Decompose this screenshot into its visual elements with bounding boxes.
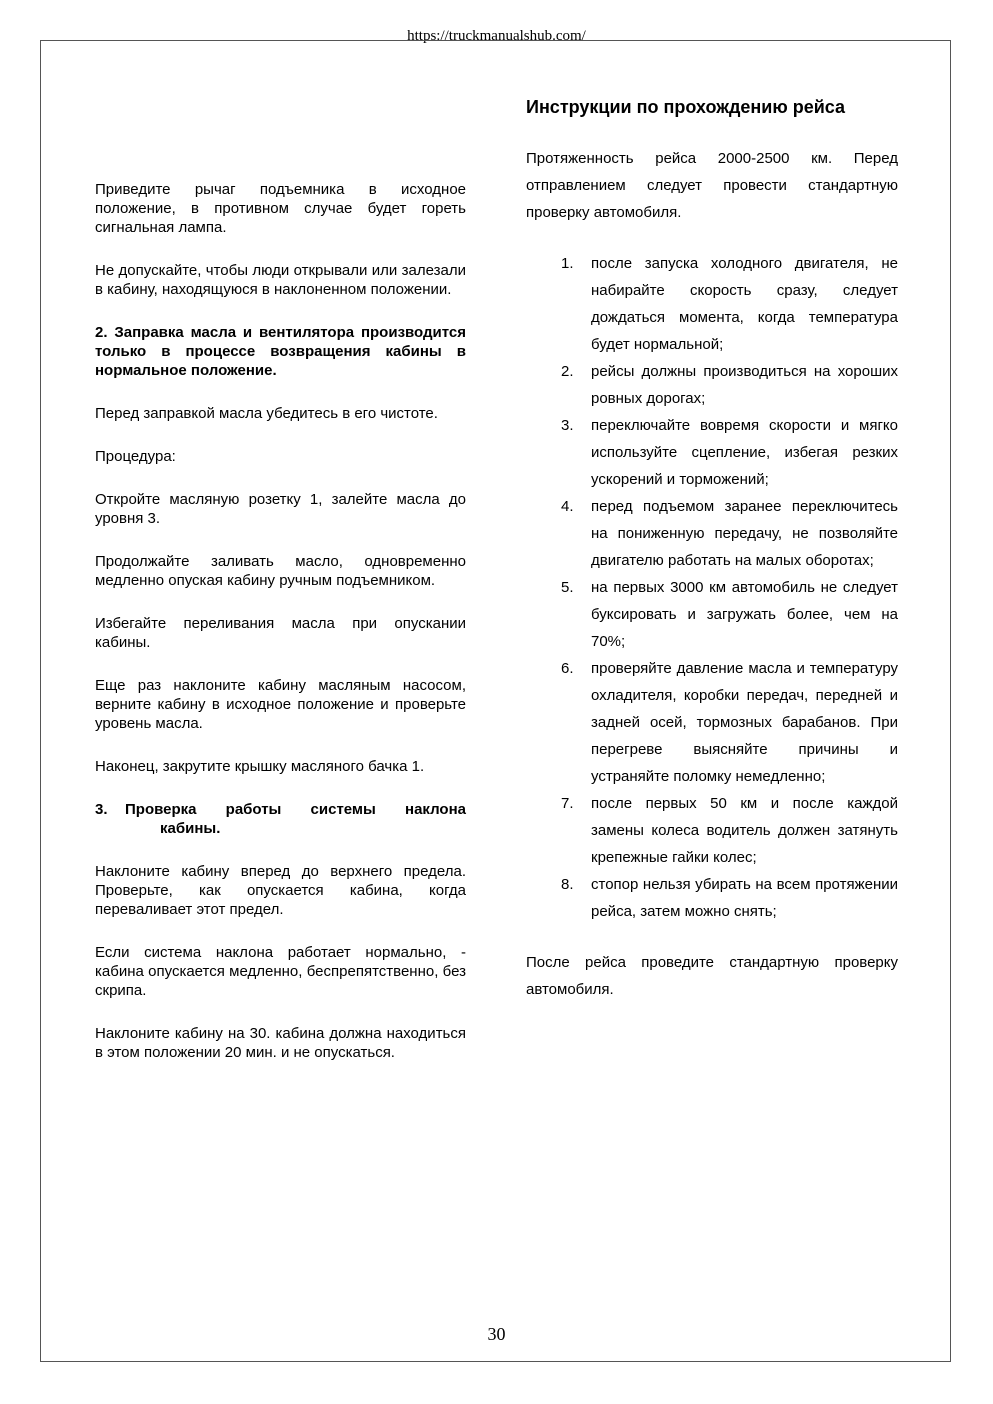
list-item <box>526 250 898 358</box>
right-column <box>526 95 898 1003</box>
list-item-text: стопор нельзя убирать на всем протяжении рейса, затем можно снять; <box>591 876 898 920</box>
list-item-number: 7. <box>561 795 574 812</box>
list-item-text: на первых 3000 км автомобиль не следует буксировать и загружать более, чем на 70%; <box>591 579 898 650</box>
list-item-number: 5. <box>561 579 574 596</box>
instruction-list <box>526 250 898 925</box>
paragraph-oil-check: Перед заправкой масла убедитесь в его чистоте. <box>95 405 438 422</box>
paragraph-procedure: Процедура: <box>95 448 176 465</box>
list-item-text: переключайте вовремя скорости и мягко используйте сцепление, избегая резких ускорений и торможений; <box>591 417 898 488</box>
outro-paragraph: После рейса проведите стандартную проверку автомобиля. <box>526 954 898 998</box>
section-title: Инструкции по прохождению рейса <box>526 97 846 117</box>
paragraph-lever: Приведите рычаг подъемника в исходное положение, в противном случае будет гореть сигнальная лампа. <box>95 181 466 236</box>
list-item <box>526 358 898 412</box>
paragraph-step-1: Откройте масляную розетку 1, залейте масла до уровня 3. <box>95 491 466 527</box>
section-3-heading <box>95 800 466 838</box>
list-item <box>526 574 898 655</box>
paragraph-step-2: Продолжайте заливать масло, одновременно медленно опуская кабину ручным подъемником. <box>95 553 466 589</box>
list-item-text: после запуска холодного двигателя, не набирайте скорость сразу, следует дождаться момента, когда температура будет нормальной; <box>591 255 898 353</box>
list-item <box>526 655 898 790</box>
list-item <box>526 871 898 925</box>
section-3-title-line1: Проверка работы системы наклона <box>125 801 466 818</box>
section-3-number: 3. <box>95 801 108 818</box>
list-item-number: 6. <box>561 660 574 677</box>
paragraph-tilt-1: Наклоните кабину вперед до верхнего предела. Проверьте, как опускается кабина, когда переваливает этот предел. <box>95 863 466 918</box>
paragraph-step-5: Наконец, закрутите крышку масляного бачка 1. <box>95 758 425 775</box>
list-item-number: 2. <box>561 363 574 380</box>
source-url: https://truckmanualshub.com/ <box>407 28 586 44</box>
left-column <box>95 180 466 1086</box>
paragraph-step-4: Еще раз наклоните кабину масляным насосом, верните кабину в исходное положение и проверьте уровень масла. <box>95 677 466 732</box>
paragraph-step-3: Избегайте переливания масла при опускании кабины. <box>95 615 466 651</box>
paragraph-tilt-3: Наклоните кабину на 30. кабина должна находиться в этом положении 20 мин. и не опускаться. <box>95 1025 466 1061</box>
section-3-title-line2: кабины. <box>160 820 221 837</box>
list-item-text: после первых 50 км и после каждой замены колеса водитель должен затянуть крепежные гайки колес; <box>591 795 898 866</box>
intro-paragraph: Протяженность рейса 2000-2500 км. Перед отправлением следует провести стандартную проверку автомобиля. <box>526 150 898 221</box>
list-item <box>526 493 898 574</box>
list-item-number: 4. <box>561 498 574 515</box>
list-item <box>526 790 898 871</box>
list-item-text: рейсы должны производиться на хороших ровных дорогах; <box>591 363 898 407</box>
list-item-number: 1. <box>561 255 574 272</box>
paragraph-warning: Не допускайте, чтобы люди открывали или залезали в кабину, находящуюся в наклоненном положении. <box>95 262 466 298</box>
section-2-heading: 2. Заправка масла и вентилятора производится только в процессе возвращения кабины в нормальное положение. <box>95 324 466 379</box>
page-number: 30 <box>487 1324 506 1344</box>
list-item <box>526 412 898 493</box>
list-item-text: проверяйте давление масла и температуру охладителя, коробки передач, передней и задней осей, тормозных барабанов. При перегреве выясняйте причины и устраняйте поломку немедленно; <box>591 660 898 785</box>
paragraph-tilt-2: Если система наклона работает нормально, - кабина опускается медленно, беспрепятственно, без скрипа. <box>95 944 466 999</box>
list-item-text: перед подъемом заранее переключитесь на пониженную передачу, не позволяйте двигателю работать на малых оборотах; <box>591 498 898 569</box>
list-item-number: 8. <box>561 876 574 893</box>
list-item-number: 3. <box>561 417 574 434</box>
